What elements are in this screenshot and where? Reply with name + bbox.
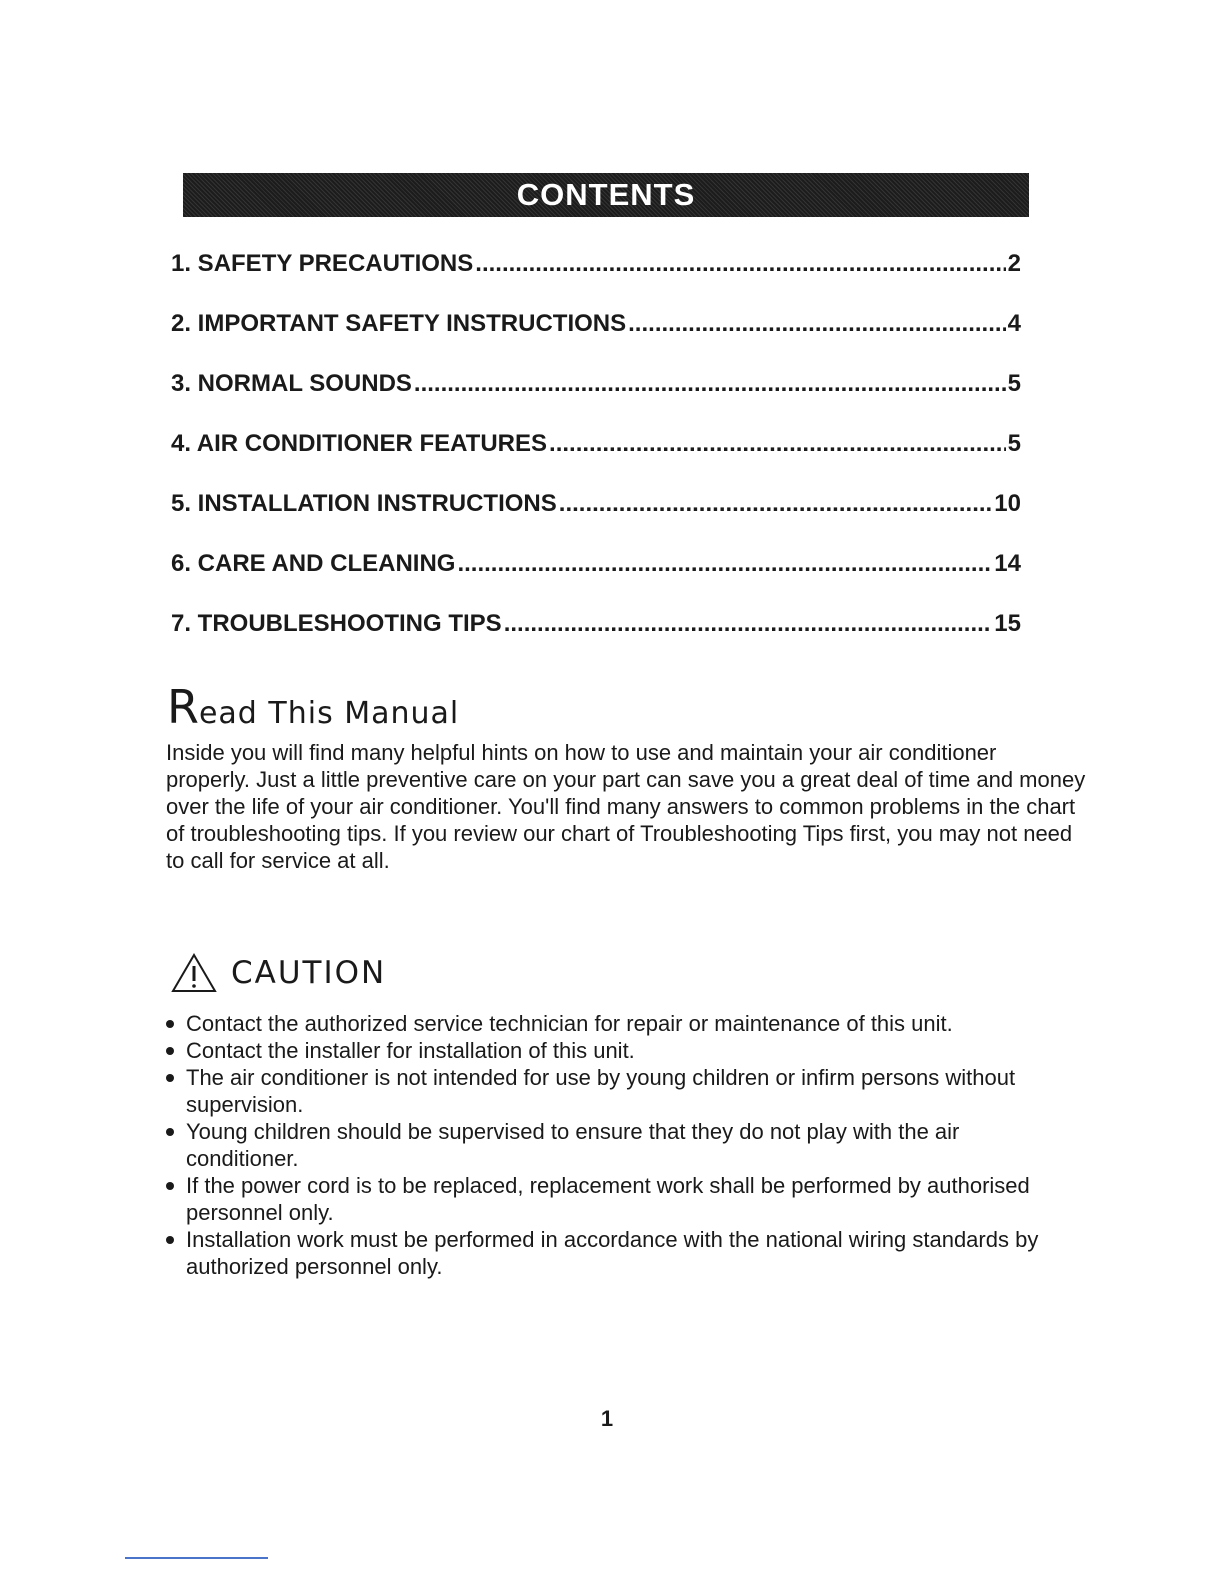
read-manual-body: Inside you will find many helpful hints on how to use and maintain your air conditioner properly. Just a little preventive care on your part can save you a great deal of time and money over the life of your air conditioner. You'll find many answers to common problems in the chart of troubleshooting tips. If you review our chart of Troubleshooting Tips first, you may not need to call for service at all.	[166, 740, 1086, 873]
toc-item-page: 10	[994, 490, 1021, 517]
bullet-icon	[166, 1020, 174, 1028]
read-manual-heading-rest: ead This Manual	[198, 696, 460, 731]
caution-item	[163, 1064, 1043, 1118]
toc-item-page: 14	[994, 550, 1021, 577]
toc-item-title: 7. TROUBLESHOOTING TIPS	[171, 610, 502, 637]
toc-item-important-safety-instructions[interactable]	[171, 310, 1021, 370]
bullet-icon	[166, 1236, 174, 1244]
caution-item-text: Young children should be supervised to ensure that they do not play with the air conditioner.	[186, 1119, 960, 1171]
toc-dot-leader	[504, 610, 993, 638]
caution-item	[163, 1172, 1043, 1226]
toc-item-care-and-cleaning[interactable]	[171, 550, 1021, 610]
bullet-icon	[166, 1047, 174, 1055]
toc-dot-leader	[628, 310, 1006, 338]
toc-item-page: 5	[1007, 430, 1021, 457]
toc-item-installation-instructions[interactable]	[171, 490, 1021, 550]
toc-dot-leader	[549, 430, 1006, 458]
contents-title: CONTENTS	[516, 177, 696, 212]
caution-item-text: The air conditioner is not intended for use by young children or infirm persons without supervision.	[186, 1065, 1016, 1117]
caution-item-text: Contact the installer for installation of this unit.	[186, 1038, 635, 1063]
table-of-contents	[171, 250, 1021, 670]
read-manual-heading	[167, 680, 460, 737]
warning-triangle-icon	[171, 953, 217, 993]
toc-item-page: 15	[994, 610, 1021, 637]
caution-title: CAUTION	[231, 955, 387, 991]
caution-item	[163, 1118, 1043, 1172]
toc-dot-leader	[414, 370, 1006, 398]
page-number: 1	[600, 1406, 614, 1431]
toc-item-page: 2	[1007, 250, 1021, 277]
bullet-icon	[166, 1182, 174, 1190]
toc-dot-leader	[457, 550, 992, 578]
toc-dot-leader	[475, 250, 1005, 278]
contents-banner	[183, 173, 1029, 217]
read-manual-heading-initial: R	[167, 680, 199, 734]
toc-item-title: 6. CARE AND CLEANING	[171, 550, 456, 577]
caution-item-text: Contact the authorized service technician for repair or maintenance of this unit.	[186, 1011, 953, 1036]
toc-item-troubleshooting-tips[interactable]	[171, 610, 1021, 670]
caution-heading	[171, 953, 386, 993]
bullet-icon	[166, 1128, 174, 1136]
toc-item-title: 2. IMPORTANT SAFETY INSTRUCTIONS	[171, 310, 627, 337]
toc-dot-leader	[559, 490, 993, 518]
caution-item	[163, 1037, 1043, 1064]
toc-item-page: 4	[1007, 310, 1021, 337]
toc-item-normal-sounds[interactable]	[171, 370, 1021, 430]
caution-item	[163, 1226, 1043, 1280]
toc-item-title: 1. SAFETY PRECAUTIONS	[171, 250, 474, 277]
caution-item-text: Installation work must be performed in accordance with the national wiring standards by authorized personnel only.	[186, 1227, 1039, 1279]
toc-item-title: 4. AIR CONDITIONER FEATURES	[171, 430, 548, 457]
toc-item-title: 3. NORMAL SOUNDS	[171, 370, 412, 397]
toc-item-air-conditioner-features[interactable]	[171, 430, 1021, 490]
toc-item-page: 5	[1007, 370, 1021, 397]
bullet-icon	[166, 1074, 174, 1082]
toc-item-title: 5. INSTALLATION INSTRUCTIONS	[171, 490, 557, 517]
footer-rule	[125, 1557, 268, 1559]
caution-list	[163, 1010, 1043, 1280]
caution-item-text: If the power cord is to be replaced, replacement work shall be performed by authorised personnel only.	[186, 1173, 1030, 1225]
caution-item	[163, 1010, 1043, 1037]
toc-item-safety-precautions[interactable]	[171, 250, 1021, 310]
